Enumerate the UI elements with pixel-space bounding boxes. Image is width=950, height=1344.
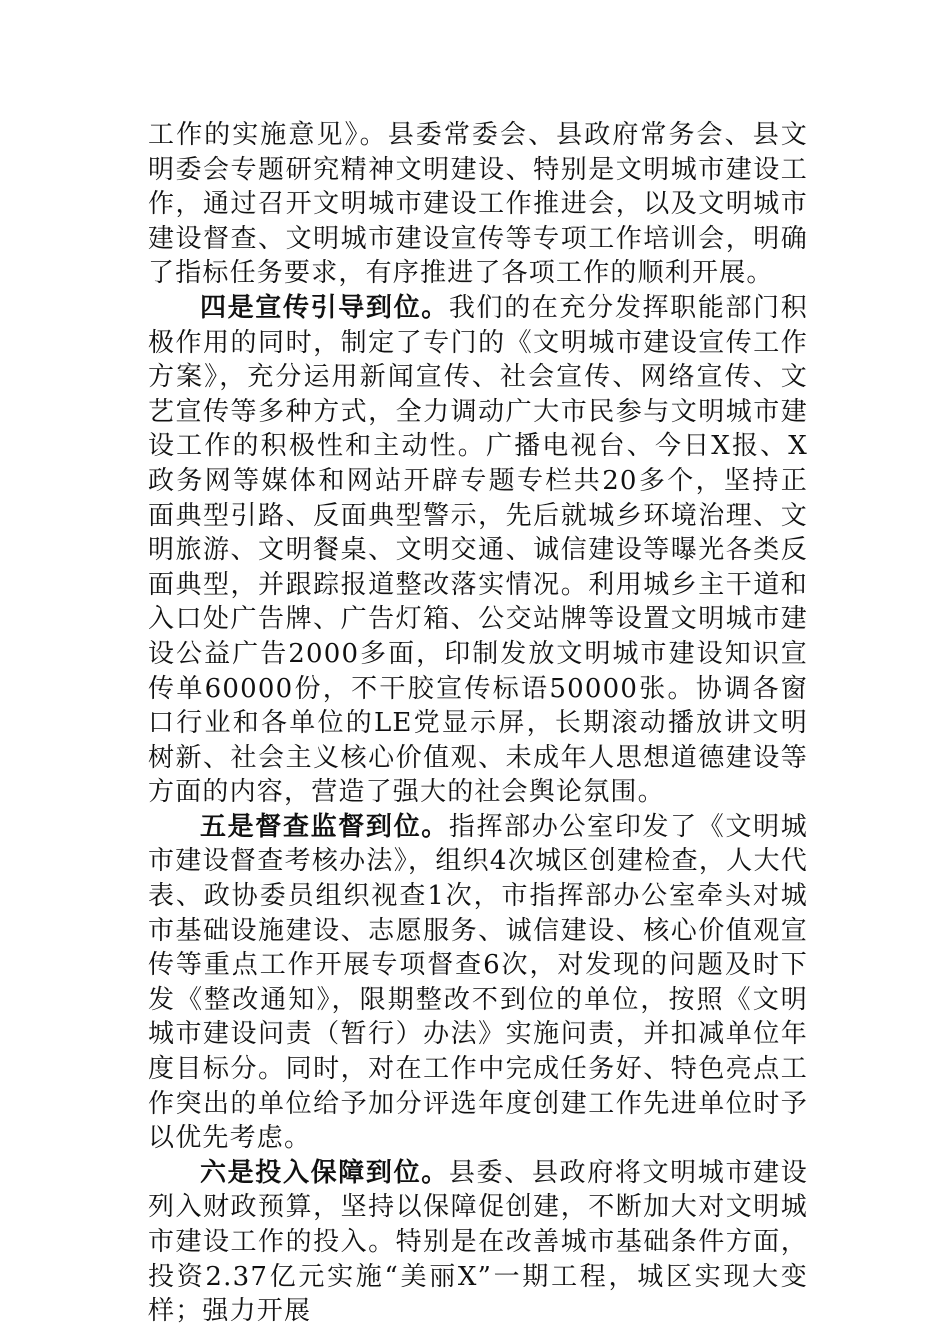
paragraph-publicity-guidance [148,291,808,810]
paragraph-text: 指挥部办公室印发了《文明城市建设督查考核办法》，组织4次城区创建检查，人大代表、政协委员组织视查1次，市指挥部办公室牵头对城市基础设施建设、志愿服务、诚信建设、核心价值观宣传等重点工作开展专项督查6次，对发现的问题及时下发《整改通知》，限期整改不到位的单位，按照《文明城市建设问责（暂行）办法》实施问责，并扣减单位年度目标分。同时，对在工作中完成任务好、特色亮点工作突出的单位给予加分评选年度创建工作先进单位时予以优先考虑。 [148,811,808,1154]
document-body [148,118,808,1329]
paragraph-heading: 四是宣传引导到位。 [200,292,449,323]
paragraph-text: 县委、县政府将文明城市建设列入财政预算，坚持以保障促创建，不断加大对文明城市建设工作的投入。特别是在改善城市基础条件方面，投资2.37亿元实施“美丽X”一期工程，城区实现大变样；强力开展 [148,1157,808,1327]
paragraph-text: 工作的实施意见》。县委常委会、县政府常务会、县文明委会专题研究精神文明建设、特别是文明城市建设工作，通过召开文明城市建设工作推进会，以及文明城市建设督查、文明城市建设宣传等专项工作培训会，明确了指标任务要求，有序推进了各项工作的顺利开展。 [148,120,808,289]
paragraph-text: 我们的在充分发挥职能部门积极作用的同时，制定了专门的《文明城市建设宣传工作方案》，充分运用新闻宣传、社会宣传、网络宣传、文艺宣传等多种方式，全力调动广大市民参与文明城市建设工作的积极性和主动性。广播电视台、今日X报、X政务网等媒体和网站开辟专题专栏共20多个，坚持正面典型引路、反面典型警示，先后就城乡环境治理、文明旅游、文明餐桌、文明交通、诚信建设等曝光各类反面典型，并跟踪报道整改落实情况。利用城乡主干道和入口处广告牌、广告灯箱、公交站牌等设置文明城市建设公益广告2000多面，印制发放文明城市建设知识宣传单60000份，不干胶宣传标语50000张。协调各窗口行业和各单位的LE党显示屏，长期滚动播放讲文明树新、社会主义核心价值观、未成年人思想道德建设等方面的内容，营造了强大的社会舆论氛围。 [148,292,808,808]
paragraph-heading: 六是投入保障到位。 [200,1157,449,1188]
paragraph-continuation [148,118,808,291]
paragraph-supervision [148,810,808,1156]
paragraph-heading: 五是督查监督到位。 [200,811,449,842]
paragraph-investment [148,1156,808,1329]
